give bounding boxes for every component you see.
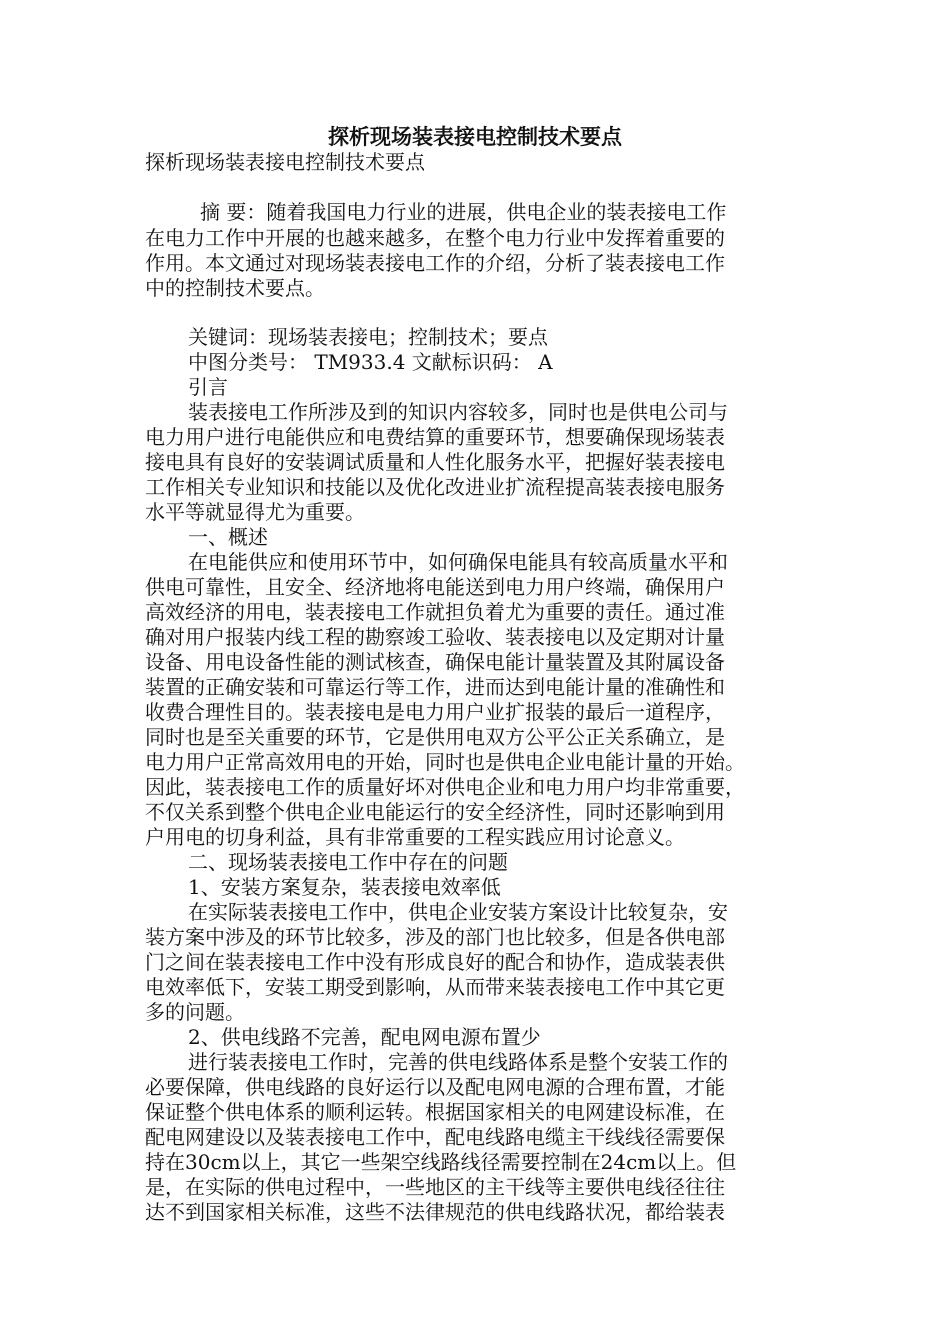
section1-line: 不仅关系到整个供电企业电能运行的安全经济性，同时还影响到用 <box>145 800 725 824</box>
document-subtitle: 探析现场装表接电控制技术要点 <box>145 150 425 174</box>
subsection2-line: 持在30cm以上，其它一些架空线路线径需要控制在24cm以上。但 <box>145 1150 737 1174</box>
section1-line: 设备、用电设备性能的测试核查，确保电能计量装置及其附属设备 <box>145 650 725 674</box>
section1-line: 供电可靠性，且安全、经济地将电能送到电力用户终端，确保用户 <box>145 575 725 599</box>
subsection1-line: 门之间在装表接电工作中没有形成良好的配合和协作，造成装表供 <box>145 950 725 974</box>
subsection1-line: 装方案中涉及的环节比较多，涉及的部门也比较多，但是各供电部 <box>145 925 725 949</box>
section1-heading: 一、概述 <box>188 525 268 549</box>
subsection2-line: 达不到国家相关标准，这些不法律规范的供电线路状况，都给装表 <box>145 1200 725 1224</box>
subsection2-line: 配电网建设以及装表接电工作中，配电线路电缆主干线线径需要保 <box>145 1125 725 1149</box>
section2-heading: 二、现场装表接电工作中存在的问题 <box>188 850 508 874</box>
abstract-line: 在电力工作中开展的也越来越多，在整个电力行业中发挥着重要的 <box>145 226 725 250</box>
classification-line: 中图分类号： TM933.4 文献标识码： A <box>188 350 553 374</box>
abstract-line: 作用。本文通过对现场装表接电工作的介绍，分析了装表接电工作 <box>145 251 725 275</box>
section1-line: 装置的正确安装和可靠运行等工作，进而达到电能计量的准确性和 <box>145 675 725 699</box>
section1-line: 电力用户正常高效用电的开始，同时也是供电企业电能计量的开始。 <box>145 750 745 774</box>
section1-line: 在电能供应和使用环节中，如何确保电能具有较高质量水平和 <box>188 550 728 574</box>
intro-line: 装表接电工作所涉及到的知识内容较多，同时也是供电公司与 <box>188 400 728 424</box>
section1-line: 高效经济的用电，装表接电工作就担负着尤为重要的责任。通过准 <box>145 600 725 624</box>
intro-line: 水平等就显得尤为重要。 <box>145 500 365 524</box>
document-title: 探析现场装表接电控制技术要点 <box>328 124 622 149</box>
subsection1-line: 在实际装表接电工作中，供电企业安装方案设计比较复杂，安 <box>188 900 728 924</box>
intro-heading: 引言 <box>188 375 228 399</box>
subsection2-line: 必要保障，供电线路的良好运行以及配电网电源的合理布置，才能 <box>145 1075 725 1099</box>
section1-line: 同时也是至关重要的环节，它是供用电双方公平公正关系确立，是 <box>145 725 725 749</box>
abstract-line: 摘 要：随着我国电力行业的进展，供电企业的装表接电工作 <box>200 200 727 224</box>
section1-line: 收费合理性目的。装表接电是电力用户业扩报装的最后一道程序， <box>145 700 725 724</box>
subsection1-heading: 1、安装方案复杂，装表接电效率低 <box>188 875 501 899</box>
subsection2-line: 进行装表接电工作时，完善的供电线路体系是整个安装工作的 <box>188 1050 728 1074</box>
subsection1-line: 多的问题。 <box>145 1000 245 1024</box>
abstract-line: 中的控制技术要点。 <box>145 276 325 300</box>
subsection2-line: 是，在实际的供电过程中，一些地区的主干线等主要供电线径往往 <box>145 1175 725 1199</box>
keywords-line: 关键词：现场装表接电；控制技术；要点 <box>188 325 548 349</box>
intro-line: 接电具有良好的安装调试质量和人性化服务水平，把握好装表接电 <box>145 450 725 474</box>
section1-line: 因此，装表接电工作的质量好坏对供电企业和电力用户均非常重要， <box>145 775 745 799</box>
subsection2-heading: 2、供电线路不完善，配电网电源布置少 <box>188 1025 541 1049</box>
intro-line: 电力用户进行电能供应和电费结算的重要环节，想要确保现场装表 <box>145 425 725 449</box>
intro-line: 工作相关专业知识和技能以及优化改进业扩流程提高装表接电服务 <box>145 475 725 499</box>
subsection1-line: 电效率低下，安装工期受到影响，从而带来装表接电工作中其它更 <box>145 975 725 999</box>
section1-line: 户用电的切身利益，具有非常重要的工程实践应用讨论意义。 <box>145 825 685 849</box>
subsection2-line: 保证整个供电体系的顺利运转。根据国家相关的电网建设标准，在 <box>145 1100 725 1124</box>
section1-line: 确对用户报装内线工程的勘察竣工验收、装表接电以及定期对计量 <box>145 625 725 649</box>
